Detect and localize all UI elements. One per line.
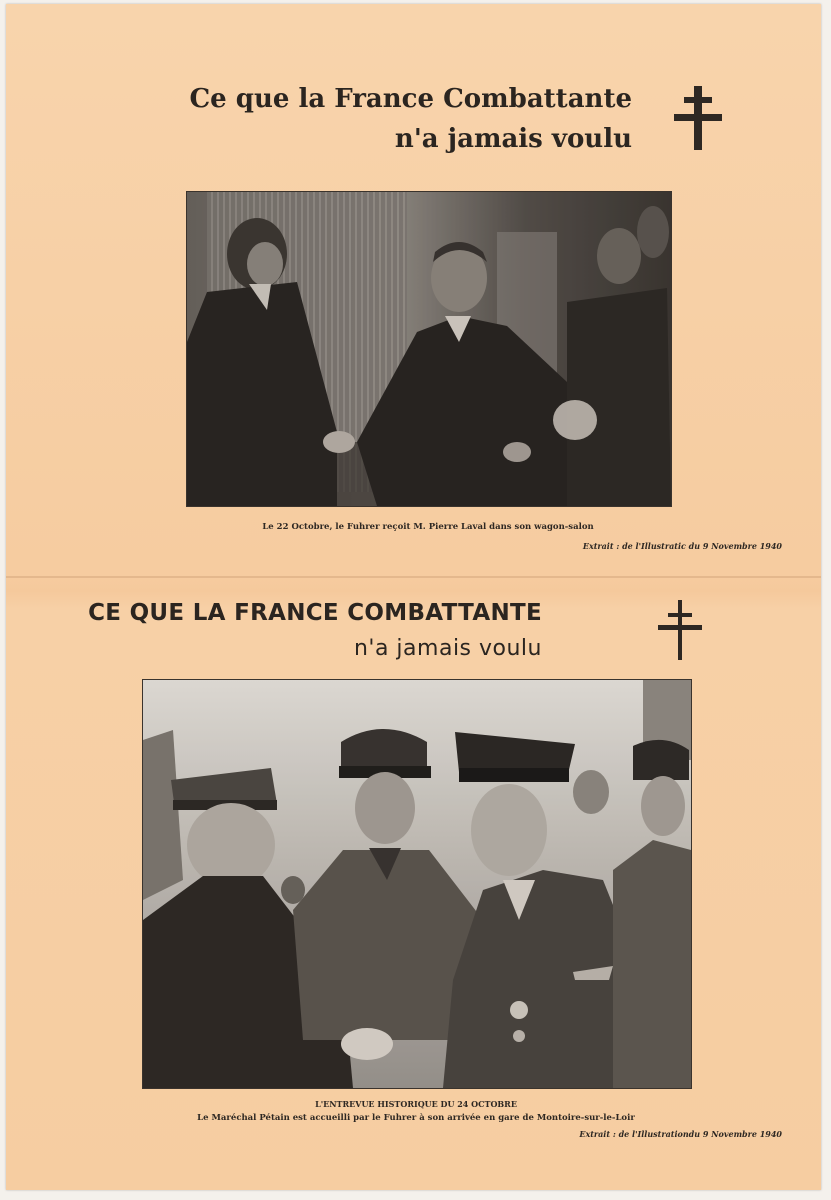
cross-of-lorraine-icon — [674, 86, 722, 150]
bottom-source: Extrait : de l'Illustrationdu 9 Novembre 1940 — [579, 1129, 782, 1139]
bottom-caption: Le Maréchal Pétain est accueilli par le Fuhrer à son arrivée en gare de Montoire-sur-le-Loir — [197, 1113, 635, 1123]
photo-petain-meeting — [142, 679, 692, 1089]
leaflet-sheet — [6, 4, 821, 1190]
top-headline-line1: Ce que la France Combattante — [189, 84, 632, 114]
bottom-headline-line1: CE QUE LA FRANCE COMBATTANTE — [88, 600, 542, 626]
cross-of-lorraine-icon — [658, 600, 702, 660]
bottom-caption-title: L'ENTREVUE HISTORIQUE DU 24 OCTOBRE — [315, 1099, 517, 1109]
bottom-headline-line2: n'a jamais voulu — [353, 636, 542, 661]
fold-line — [6, 576, 821, 578]
photo-laval-meeting — [186, 191, 672, 507]
top-caption: Le 22 Octobre, le Fuhrer reçoit M. Pierre Laval dans son wagon-salon — [262, 522, 594, 532]
top-source: Extrait : de l'Illustratic du 9 Novembre 1940 — [582, 541, 782, 551]
top-headline-line2: n'a jamais voulu — [394, 124, 632, 154]
